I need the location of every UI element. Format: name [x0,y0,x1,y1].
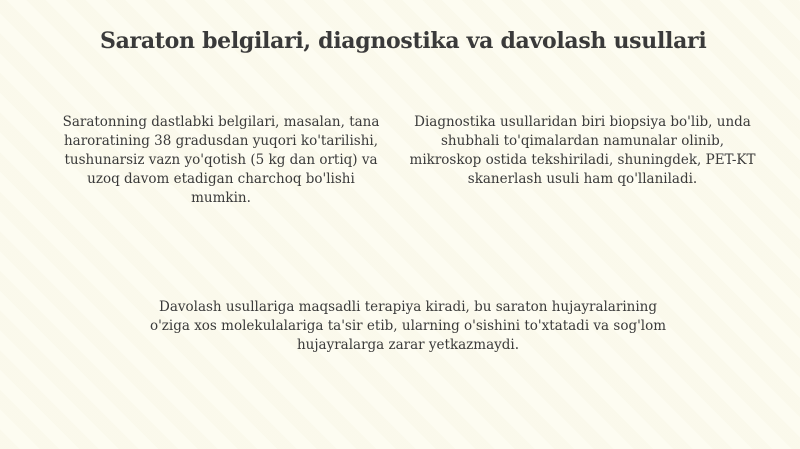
symptoms-paragraph: Saratonning dastlabki belgilari, masalan, tana haroratining 38 gradusdan yuqori ko'tarilishi, tushunarsiz vazn yo'qotish (5 kg dan ortiq) va uzoq davom etadigan charchoq bo'lishi mumkin. [62,114,380,206]
diagnostics-paragraph: Diagnostika usullaridan biri biopsiya bo'lib, unda shubhali to'qimalardan namunalar olinib, mikroskop ostida tekshiriladi, shuningdek, PET-KT skanerlash usuli ham qo'llaniladi. [409,114,756,187]
treatment-paragraph: Davolash usullariga maqsadli terapiya kiradi, bu saraton hujayralarining o'ziga xos molekulalariga ta'sir etib, ularning o'sishini to'xtatadi va sog'lom hujayralarga zarar yetkazmaydi. [149,299,667,353]
slide-title: Saraton belgilari, diagnostika va davolash usullari [100,28,707,54]
